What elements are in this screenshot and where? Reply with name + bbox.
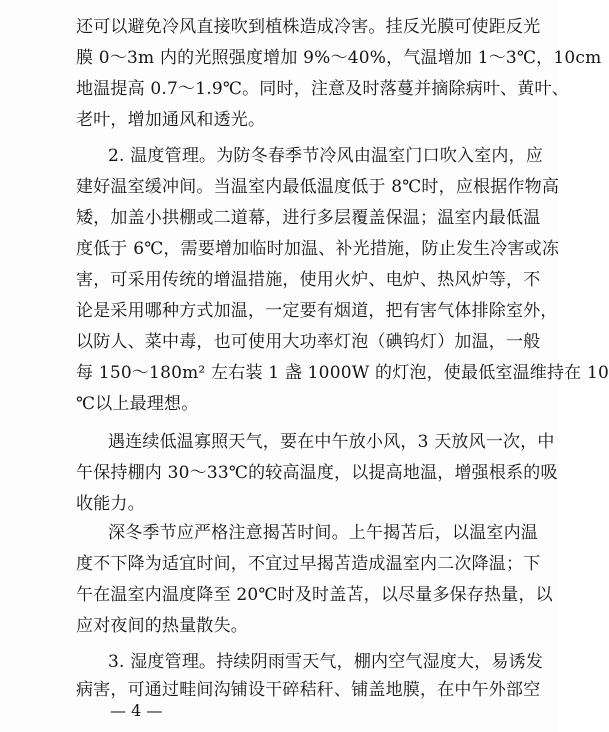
text-line: 应对夜间的热量散失。	[76, 616, 248, 636]
text-line: 害，可采用传统的增温措施，使用火炉、电炉、热风炉等，不	[76, 270, 541, 290]
text-line: 每 150～180m² 左右装 1 盏 1000W 的灯泡，使最低室温维持在 10	[76, 363, 609, 383]
section-heading-line: 3. 湿度管理。持续阴雨雪天气，棚内空气湿度大，易诱发	[108, 652, 544, 672]
text-line: 度不下降为适宜时间，不宜过早揭苫造成温室内二次降温；下	[76, 554, 541, 574]
paragraph-first-line: 深冬季节应严格注意揭苫时间。上午揭苫后，以温室内温	[108, 523, 538, 543]
page-number: — 4 —	[110, 701, 163, 720]
text-line: 地温提高 0.7～1.9℃。同时，注意及时落蔓并摘除病叶、黄叶、	[76, 79, 569, 99]
text-line: 建好温室缓冲间。当温室内最低温度低于 8℃时，应根据作物高	[76, 177, 560, 197]
section-heading-line: 2. 温度管理。为防冬春季节冷风由温室门口吹入室内，应	[108, 146, 544, 166]
text-line: 膜 0～3m 内的光照强度增加 9%～40%，气温增加 1～3℃，10cm	[76, 48, 602, 68]
text-line: 还可以避免冷风直接吹到植株造成冷害。挂反光膜可使距反光	[76, 17, 541, 37]
text-line: 以防人、菜中毒，也可使用大功率灯泡（碘钨灯）加温，一般	[76, 332, 541, 352]
text-line: 午保持棚内 30～33℃的较高温度，以提高地温，增强根系的吸	[76, 463, 558, 483]
paragraph-first-line: 遇连续低温寡照天气，要在中午放小风，3 天放风一次，中	[108, 432, 555, 452]
text-line: 度低于 6℃，需要增加临时加温、补光措施，防止发生冷害或冻	[76, 239, 560, 259]
text-line: ℃以上最理想。	[76, 394, 199, 414]
text-line: 矮，加盖小拱棚或二道幕，进行多层覆盖保温；温室内最低温	[76, 208, 541, 228]
text-line: 老叶，增加通风和透光。	[76, 110, 266, 130]
text-line: 论是采用哪种方式加温，一定要有烟道，把有害气体排除室外，	[76, 301, 558, 321]
text-line: 收能力。	[76, 494, 145, 514]
text-line: 午在温室内温度降至 20℃时及时盖苫，以尽量多保存热量，以	[76, 585, 553, 605]
text-line: 病害，可通过畦间沟铺设干碎秸秆、铺盖地膜，在中午外部空	[76, 680, 541, 700]
